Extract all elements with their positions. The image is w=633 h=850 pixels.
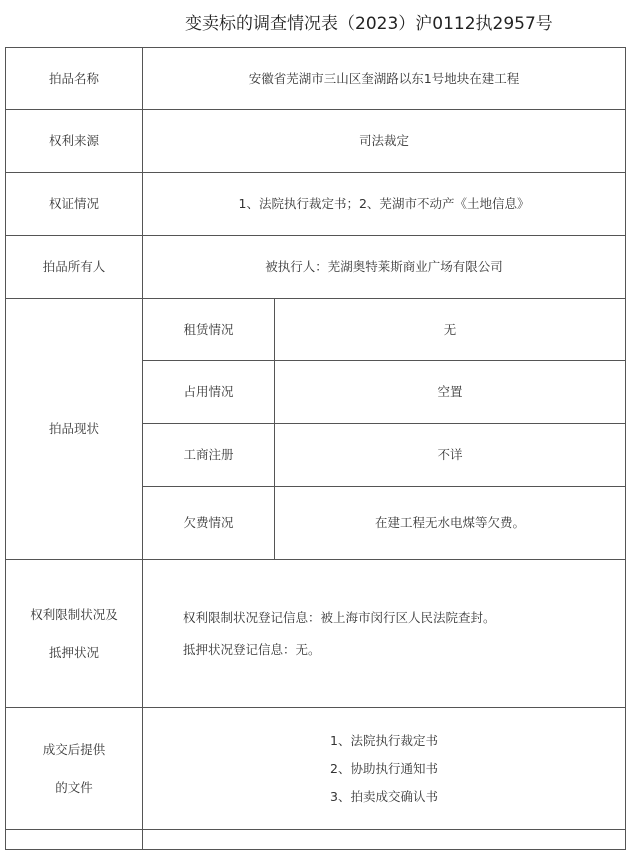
table-row bbox=[6, 48, 626, 110]
value-cell: 1、法院执行裁定书；2、芜湖市不动产《土地信息》 bbox=[143, 173, 626, 236]
label-cell: 拍品所有人 bbox=[6, 236, 143, 299]
sub-label-cell: 欠费情况 bbox=[143, 487, 275, 560]
survey-table bbox=[5, 47, 626, 850]
value-cell: 不详 bbox=[275, 424, 626, 487]
table-row bbox=[6, 560, 626, 708]
mortgage-line: 抵押状况登记信息：无。 bbox=[183, 641, 321, 657]
value-cell: 在建工程无水电煤等欠费。 bbox=[275, 487, 626, 560]
table-row bbox=[6, 173, 626, 236]
sub-label-cell: 租赁情况 bbox=[143, 299, 275, 361]
value-cell: 被执行人：芜湖奥特莱斯商业广场有限公司 bbox=[143, 236, 626, 299]
restriction-line: 权利限制状况登记信息：被上海市闵行区人民法院查封。 bbox=[183, 609, 496, 625]
sub-label-cell: 占用情况 bbox=[143, 361, 275, 424]
table-row bbox=[6, 830, 626, 850]
value-cell: 无 bbox=[275, 299, 626, 361]
value-cell: 空置 bbox=[275, 361, 626, 424]
table-row bbox=[6, 299, 626, 361]
label-cell: 拍品名称 bbox=[6, 48, 143, 110]
value-cell: 司法裁定 bbox=[143, 110, 626, 173]
table-row bbox=[6, 708, 626, 830]
value-cell: 安徽省芜湖市三山区奎湖路以东1号地块在建工程 bbox=[143, 48, 626, 110]
label-cell bbox=[6, 708, 143, 830]
label-line: 权利限制状况及 bbox=[30, 606, 118, 622]
empty-cell bbox=[6, 830, 143, 850]
label-line: 抵押状况 bbox=[48, 644, 99, 660]
list-item: 3、拍卖成交确认书 bbox=[330, 788, 438, 804]
label-cell: 权证情况 bbox=[6, 173, 143, 236]
table-row bbox=[6, 236, 626, 299]
empty-cell bbox=[143, 830, 626, 850]
label-cell bbox=[6, 560, 143, 708]
sub-label-cell: 工商注册 bbox=[143, 424, 275, 487]
table-row bbox=[6, 110, 626, 173]
page-title: 变卖标的调查情况表（2023）沪0112执2957号 bbox=[185, 14, 553, 34]
label-cell: 拍品现状 bbox=[6, 299, 143, 560]
list-item: 1、法院执行裁定书 bbox=[330, 732, 438, 748]
value-cell bbox=[143, 708, 626, 830]
value-cell bbox=[143, 560, 626, 708]
label-line: 成交后提供 bbox=[42, 741, 106, 757]
label-line: 的文件 bbox=[55, 779, 93, 795]
list-item: 2、协助执行通知书 bbox=[330, 760, 438, 776]
label-cell: 权利来源 bbox=[6, 110, 143, 173]
